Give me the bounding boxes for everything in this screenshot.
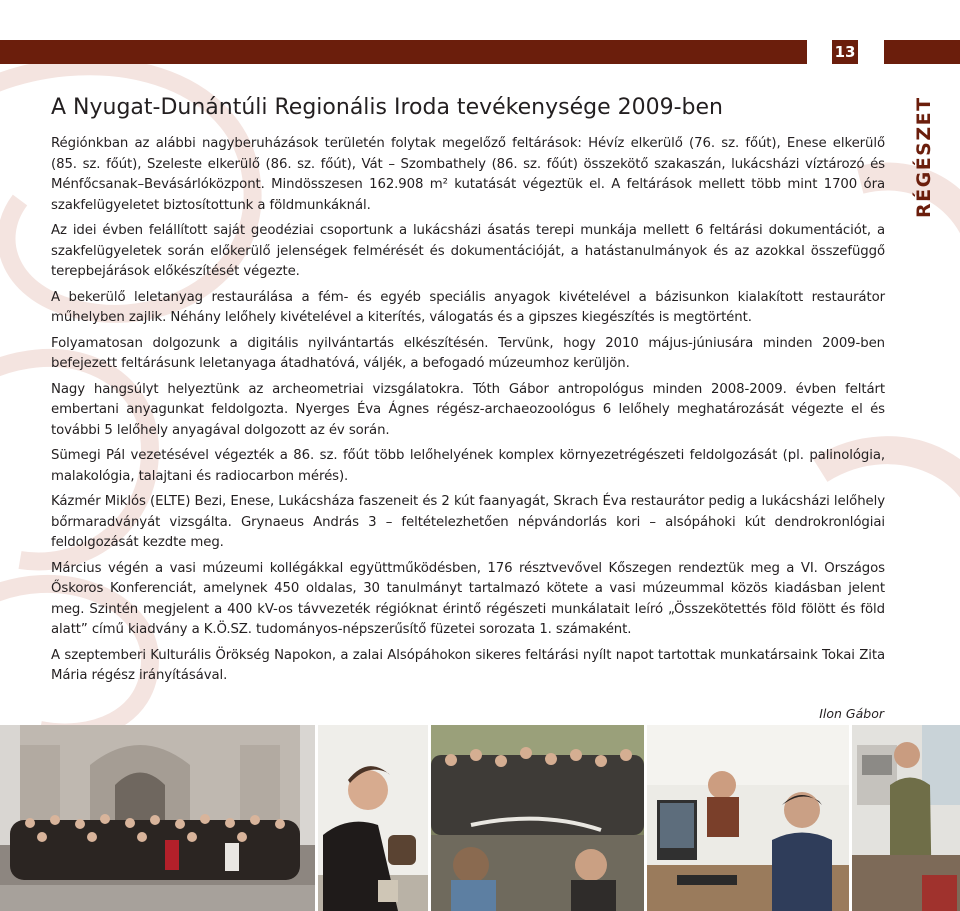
section-label: RÉGÉSZET	[913, 96, 935, 218]
paragraph: Az idei évben felállított saját geodéziai csoportunk a lukácsházi ásatás terepi munkája mellett 6 feltárási dokumentációt, a szakfelügyeletek során előkerülő jelenségek felmérését és dokumentációját, a hatástanulmányok és az azokkal összefüggő terepbejárások előkészítését végezte.	[51, 223, 885, 279]
header-bar-right	[884, 40, 960, 64]
paragraph: Régiónkban az alábbi nagyberuházások területén folytak megelőző feltárások: Hévíz elkerülő (76. sz. főút), Enese elkerülő (85. sz. főút), Szeleste elkerülő (86. sz. főút), Vát – Szombathely (86. sz. főút) összekötő szakaszán, lukácsházi víztározó és Ménfőcsanak–Bevásárlóközpont. Mindösszesen 162.908 m² kutatását végeztük el. A feltárások mellett több mint 1700 óra szakfelügyeletet biztosítottunk a földmunkáknál.	[51, 136, 885, 213]
article-body	[51, 134, 885, 692]
header-bar	[0, 40, 807, 64]
paragraph: A szeptemberi Kulturális Örökség Napokon, a zalai Alsópáhokon sikeres feltárási nyílt napot tartottak munkatársaink Tokai Zita Mária régész irányításával.	[51, 647, 885, 683]
photo-group-church	[0, 725, 315, 911]
photo-digital-registry	[647, 725, 849, 911]
article-author: Ilon Gábor	[819, 706, 884, 721]
paragraph: Folyamatosan dolgozunk a digitális nyilvántartás elkészítésén. Tervünk, hogy 2010 május-júniusára minden 2009-ben befejezett feltárásunk leletanyaga átadhatóvá, váljék, a befogadó múzeumhoz kerüljön.	[51, 335, 885, 371]
paragraph: Kázmér Miklós (ELTE) Bezi, Enese, Lukácsháza faszeneit és 2 kút faanyagát, Skrach Éva restaurátor pedig a lukácsházi lelőhely bőrmaradványát vizsgálta. Grynaeus András 3 – feltételezhetően népvándorlás kori – alsópáhoki kút dendrokronlógiai feldolgozását kezdte meg.	[51, 494, 885, 550]
photo-open-day	[431, 725, 644, 911]
photo-restorer	[318, 725, 428, 911]
photo-strip	[0, 725, 960, 911]
paragraph: A bekerülő leletanyag restaurálása a fém- és egyéb speciális anyagok kivételével a bázisunkon kialakított restaurátor műhelyben zajlik. Néhány lelőhely kivételével a kiterítés, válogatás és a gipszes kiegészítés is megtörtént.	[51, 289, 885, 325]
paragraph: Nagy hangsúlyt helyeztünk az archeometriai vizsgálatokra. Tóth Gábor antropológus minden 2008-2009. évben feltárt embertani anyagunkat feldolgozta. Nyerges Éva Ágnes régész-archaeozoológus 6 lelőhely meghatározását végezte el és további 5 lelőhely anyagával dolgozott az év során.	[51, 381, 885, 438]
article-title: A Nyugat-Dunántúli Regionális Iroda tevékenysége 2009-ben	[51, 95, 723, 120]
photo-geodesy	[852, 725, 960, 911]
paragraph: Sümegi Pál vezetésével végezték a 86. sz. főút több lelőhelyének komplex környezetrégészeti feldolgozását (pl. palinológia, malakológia, talajtani és radiocarbon mérés).	[51, 448, 885, 484]
page-number: 13	[832, 40, 858, 64]
paragraph: Március végén a vasi múzeumi kollégákkal együttműködésben, 176 résztvevővel Kőszegen rendeztük meg a VI. Országos Őskoros Konferenciát, amelynek 450 oldalas, 30 tanulmányt tartalmazó kötete a vasi múzeummal közös kiadásban jelent meg. Szintén megjelent a 400 kV-os távvezeték régióknat érintő régészeti munkálatait leíró „Összekötettés föld fölött és föld alatt” című kiadvány a K.Ö.SZ. tudományos-népszerűsítő füzetei sorozata 1. számaként.	[51, 560, 885, 637]
